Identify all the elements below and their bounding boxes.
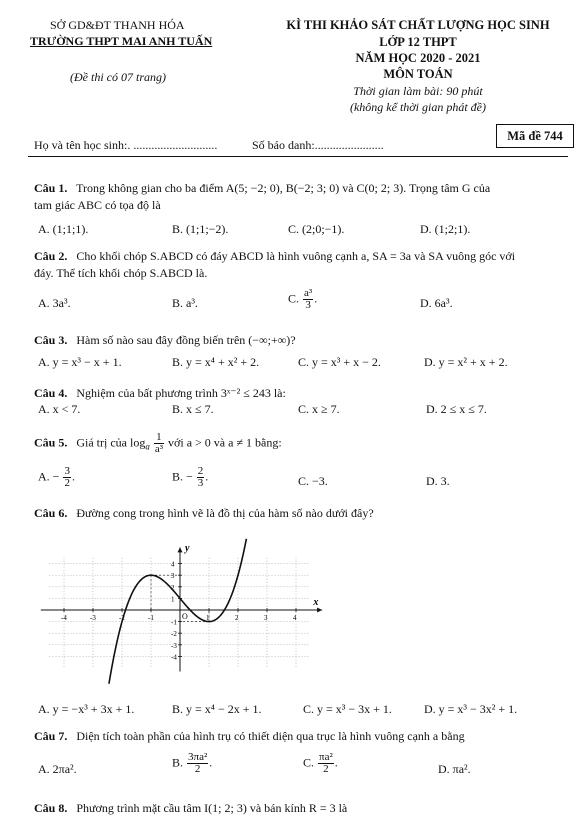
q3-option-d[interactable]: D. y = x² + x + 2. <box>424 355 508 369</box>
x-tick-label: 1 <box>206 614 210 622</box>
y-tick-label: 4 <box>171 560 175 569</box>
q6-option-a[interactable]: A. y = −x³ + 3x + 1. <box>38 702 135 716</box>
question-6 <box>34 505 374 521</box>
question-text: Phương trình mặt cầu tâm I(1; 2; 3) và bán kính R = 3 là <box>76 801 348 815</box>
axes <box>41 547 322 671</box>
pages-note: (Đề thi có 07 trang) <box>70 70 166 84</box>
question-text: Hàm số nào sau đây đồng biến trên (−∞;+∞)? <box>76 333 296 347</box>
question-3 <box>34 332 296 348</box>
question-label: Câu 8. <box>34 801 68 815</box>
function-graph <box>30 520 330 695</box>
question-text: Cho khối chóp S.ABCD có đáy ABCD là hình vuông cạnh a, SA = 3a và SA vuông góc với <box>76 249 516 263</box>
q2-option-d[interactable]: D. 6a³. <box>420 296 453 310</box>
q4-option-d[interactable]: D. 2 ≤ x ≤ 7. <box>426 402 487 416</box>
q6-option-d[interactable]: D. y = x³ − 3x² + 1. <box>424 702 518 716</box>
fraction-denominator: 3 <box>197 477 204 489</box>
q2-option-a[interactable]: A. 3a³. <box>38 296 71 310</box>
fraction <box>187 752 208 775</box>
log-base: a <box>145 441 150 452</box>
y-tick-label: -2 <box>171 630 177 639</box>
question-text: Diện tích toàn phần của hình trụ có thiết diện qua trục là hình vuông cạnh a bằng <box>76 729 465 743</box>
fraction-denominator: 3 <box>305 299 311 311</box>
question-text: Đường cong trong hình vẽ là đồ thị của hàm số nào dưới đây? <box>76 506 374 520</box>
x-axis-label: x <box>313 597 319 608</box>
question-7 <box>34 728 465 744</box>
y-tick-label: 3 <box>171 572 175 581</box>
q5-option-c[interactable]: C. −3. <box>298 474 328 488</box>
x-tick-label: 3 <box>264 614 268 622</box>
y-tick-label: -1 <box>171 618 177 627</box>
q3-option-b[interactable]: B. y = x⁴ + x² + 2. <box>172 355 260 369</box>
fraction-denominator: 2 <box>194 763 201 775</box>
x-tick-label: -4 <box>61 614 67 622</box>
y-axis-arrow <box>178 547 183 552</box>
fraction-numerator: a³ <box>304 287 313 299</box>
question-8 <box>34 800 347 816</box>
q1-option-b[interactable]: B. (1;1;−2). <box>172 222 229 236</box>
q7-option-d[interactable]: D. πa². <box>438 762 471 776</box>
question-text: Giá trị của log <box>76 435 146 450</box>
fraction-numerator: 1 <box>154 432 164 444</box>
question-text-cont: với a > 0 và a ≠ 1 bằng: <box>168 435 282 450</box>
exam-title: KÌ THI KHẢO SÁT CHẤT LƯỢNG HỌC SINH <box>286 18 550 32</box>
option-letter: B. <box>172 755 184 770</box>
department-name: SỞ GD&ĐT THANH HÓA <box>50 18 185 32</box>
cubic-curve <box>109 539 246 684</box>
q4-option-b[interactable]: B. x ≤ 7. <box>172 402 214 416</box>
question-5 <box>34 432 282 455</box>
q5-option-d[interactable]: D. 3. <box>426 474 450 488</box>
question-label: Câu 7. <box>34 729 68 743</box>
x-tick-label: -1 <box>148 614 154 622</box>
question-2 <box>34 248 515 264</box>
question-label: Câu 6. <box>34 506 68 520</box>
q2-option-c[interactable]: C. $\frac{\text{a³}}{3}$ . <box>288 287 318 311</box>
question-2-text-cont: đáy. Thể tích khối chóp S.ABCD là. <box>34 266 208 280</box>
q5-option-a[interactable]: A. − $\frac{3}{2}$ . <box>38 465 75 489</box>
q2-option-b[interactable]: B. a³. <box>172 296 198 310</box>
student-id-field: Số báo danh:....................... <box>252 138 384 152</box>
question-text: Trong không gian cho ba điểm A(5; −2; 0), B(−2; 3; 0) và C(0; 2; 3). Trọng tâm G của <box>76 181 491 195</box>
y-tick-label: -4 <box>171 653 177 662</box>
q7-option-b[interactable]: B. $\frac{\text{3πa²}}{2}$ . <box>172 751 213 775</box>
student-name-field: Họ và tên học sinh:. ............................ <box>34 138 218 152</box>
fraction-denominator: 2 <box>323 763 329 775</box>
origin-label: O <box>182 612 188 621</box>
option-letter: A. − <box>38 469 60 484</box>
fraction-numerator: πa² <box>319 751 333 763</box>
fraction <box>318 752 334 775</box>
question-label: Câu 4. <box>34 386 68 400</box>
fraction <box>197 466 205 489</box>
q6-option-b[interactable]: B. y = x⁴ − 2x + 1. <box>172 702 262 716</box>
question-label: Câu 1. <box>34 181 68 195</box>
question-1-text-cont: tam giác ABC có tọa độ là <box>34 198 161 212</box>
x-tick-label: 2 <box>235 614 239 622</box>
q5-option-b[interactable]: B. − $\frac{2}{3}$ . <box>172 465 209 489</box>
fraction <box>303 288 313 311</box>
x-tick-label: -2 <box>119 614 125 622</box>
question-label: Câu 3. <box>34 333 68 347</box>
q1-option-a[interactable]: A. (1;1;1). <box>38 222 89 236</box>
x-tick-label: -3 <box>90 614 96 622</box>
question-text: Nghiệm của bất phương trình 3ˣ⁻² ≤ 243 là: <box>76 386 286 400</box>
fraction-numerator: 2 <box>197 465 204 477</box>
grade: LỚP 12 THPT <box>379 35 457 49</box>
exam-code-box: Mã đề 744 <box>496 124 574 148</box>
x-tick-label: 4 <box>293 614 297 622</box>
header-divider <box>28 156 568 157</box>
question-label: Câu 2. <box>34 249 68 263</box>
subject: MÔN TOÁN <box>383 67 453 81</box>
fraction-numerator: 3πa² <box>188 751 208 763</box>
fraction-numerator: 3 <box>64 465 70 477</box>
q7-option-a[interactable]: A. 2πa². <box>38 762 77 776</box>
fraction-denominator: 2 <box>64 477 70 489</box>
fraction-denominator: a³ <box>154 443 164 455</box>
y-tick-label: 1 <box>171 595 175 604</box>
q1-option-d[interactable]: D. (1;2;1). <box>420 222 471 236</box>
q3-option-c[interactable]: C. y = x³ + x − 2. <box>298 355 381 369</box>
question-label: Câu 5. <box>34 435 68 450</box>
time-limit: Thời gian làm bài: 90 phút <box>353 84 483 98</box>
q4-option-c[interactable]: C. x ≥ 7. <box>298 402 340 416</box>
question-1 <box>34 180 490 196</box>
school-year: NĂM HỌC 2020 - 2021 <box>355 51 481 65</box>
q4-option-a[interactable]: A. x < 7. <box>38 402 81 416</box>
y-axis-label: y <box>185 542 190 554</box>
q6-option-c[interactable]: C. y = x³ − 3x + 1. <box>303 702 392 716</box>
tick-labels <box>61 561 297 662</box>
x-axis-arrow <box>317 608 322 613</box>
school-name: TRƯỜNG THPT MAI ANH TUẤN <box>30 34 213 48</box>
option-letter: C. <box>288 291 300 306</box>
q1-option-c[interactable]: C. (2;0;−1). <box>288 222 345 236</box>
y-tick-label: 2 <box>171 583 175 592</box>
fraction <box>154 432 164 455</box>
fraction <box>63 466 71 489</box>
time-note: (không kể thời gian phát đề) <box>349 100 487 114</box>
q3-option-a[interactable]: A. y = x³ − x + 1. <box>38 355 122 369</box>
q7-option-c[interactable]: C. $\frac{\text{πa²}}{2}$ . <box>303 751 338 775</box>
option-letter: C. <box>303 755 315 770</box>
y-tick-label: -3 <box>171 641 177 650</box>
option-letter: B. − <box>172 469 193 484</box>
question-4 <box>34 385 286 401</box>
